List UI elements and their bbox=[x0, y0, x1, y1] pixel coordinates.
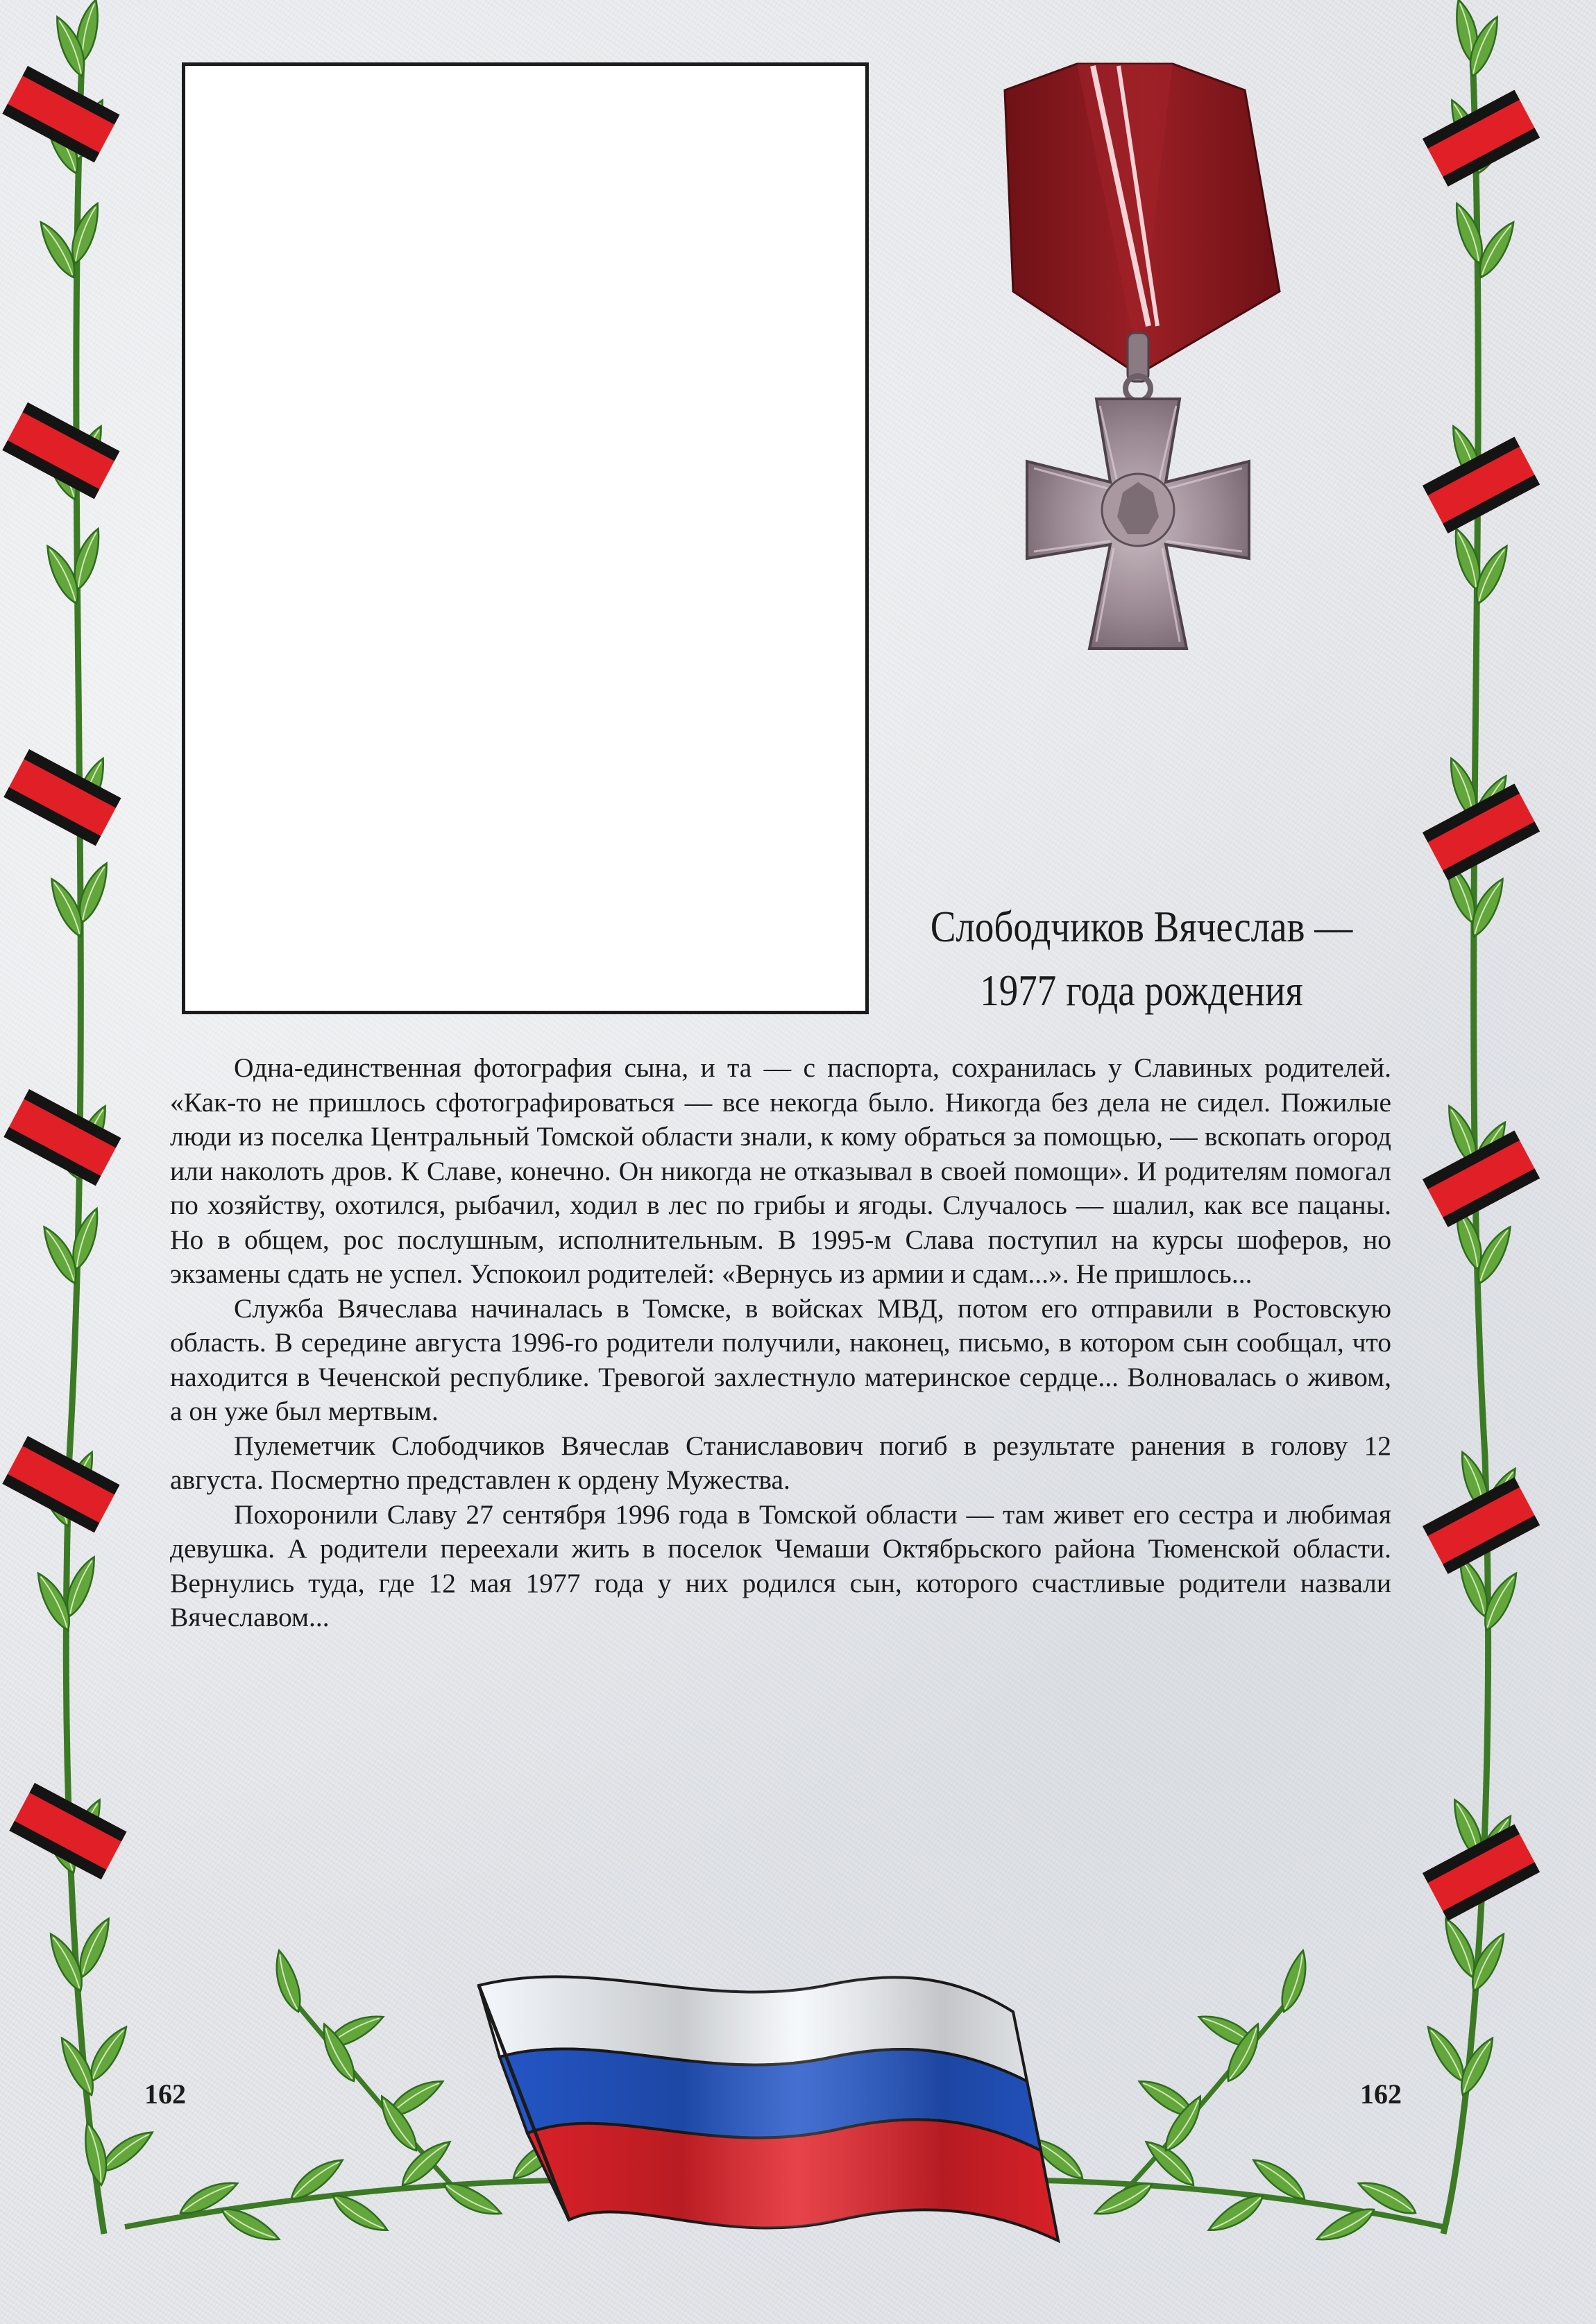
paragraph: Пулеметчик Слободчиков Вячеслав Станиславович погиб в результате ранения в голову 12 августа. Посмертно представлен к ордену Мужества. bbox=[170, 1430, 1391, 1495]
order-of-courage-icon bbox=[1005, 64, 1280, 649]
title-line-birth-year: 1977 года рождения bbox=[980, 966, 1303, 1015]
page-title bbox=[906, 895, 1377, 1023]
page-number-right: 162 bbox=[1360, 2078, 1402, 2110]
paragraph: Служба Вячеслава начиналась в Томске, в войсках МВД, потом его отправили в Ростовскую область. В середине августа 1996-го родители получили, наконец, письмо, в котором сын сообщал, что находится в Чеченской республике. Тревогой захлестнуло материнское сердце... Волновалась о живом, а он уже был мертвым. bbox=[170, 1292, 1391, 1426]
left-laurel-border bbox=[2, 0, 158, 2234]
photo-frame bbox=[182, 62, 869, 1014]
russian-flag-icon bbox=[479, 1976, 1058, 2241]
right-laurel-border bbox=[1418, 0, 1540, 2234]
title-line-name: Слободчиков Вячеслав — bbox=[930, 902, 1353, 951]
paragraph: Похоронили Славу 27 сентября 1996 года в Томской области — там живет его сестра и любимая девушка. А родители переехали жить в поселок Чемаши Октябрьского района Тюменской области. Вернулись туда, где 12 мая 1977 года у них родился сын, которого счастливые родители назвали Вячеславом... bbox=[170, 1498, 1391, 1632]
paragraph: Одна-единственная фотография сына, и та — с паспорта, сохранилась у Славиных родителей. «Как-то не пришлось сфотографироваться — все некогда было. Никогда без дела не сидел. Пожилые люди из поселка Центральный Томской области знали, к кому обраться за помощью, — вскопать огород или наколоть дров. К Славе, конечно. Он никогда не отказывал в своей помощи». И родителям помогал по хозяйству, охотился, рыбачил, ходил в лес по грибы и ягоды. Случалось — шалил, как все пацаны. Но в общем, рос послушным, исполнительным. В 1995-м Слава поступил на курсы шоферов, но экзамены сдать не успел. Успокоил родителей: «Вернусь из армии и сдам...». Не пришлось... bbox=[170, 1052, 1391, 1289]
article-body bbox=[170, 1051, 1391, 1635]
page-number-left: 162 bbox=[144, 2078, 186, 2110]
